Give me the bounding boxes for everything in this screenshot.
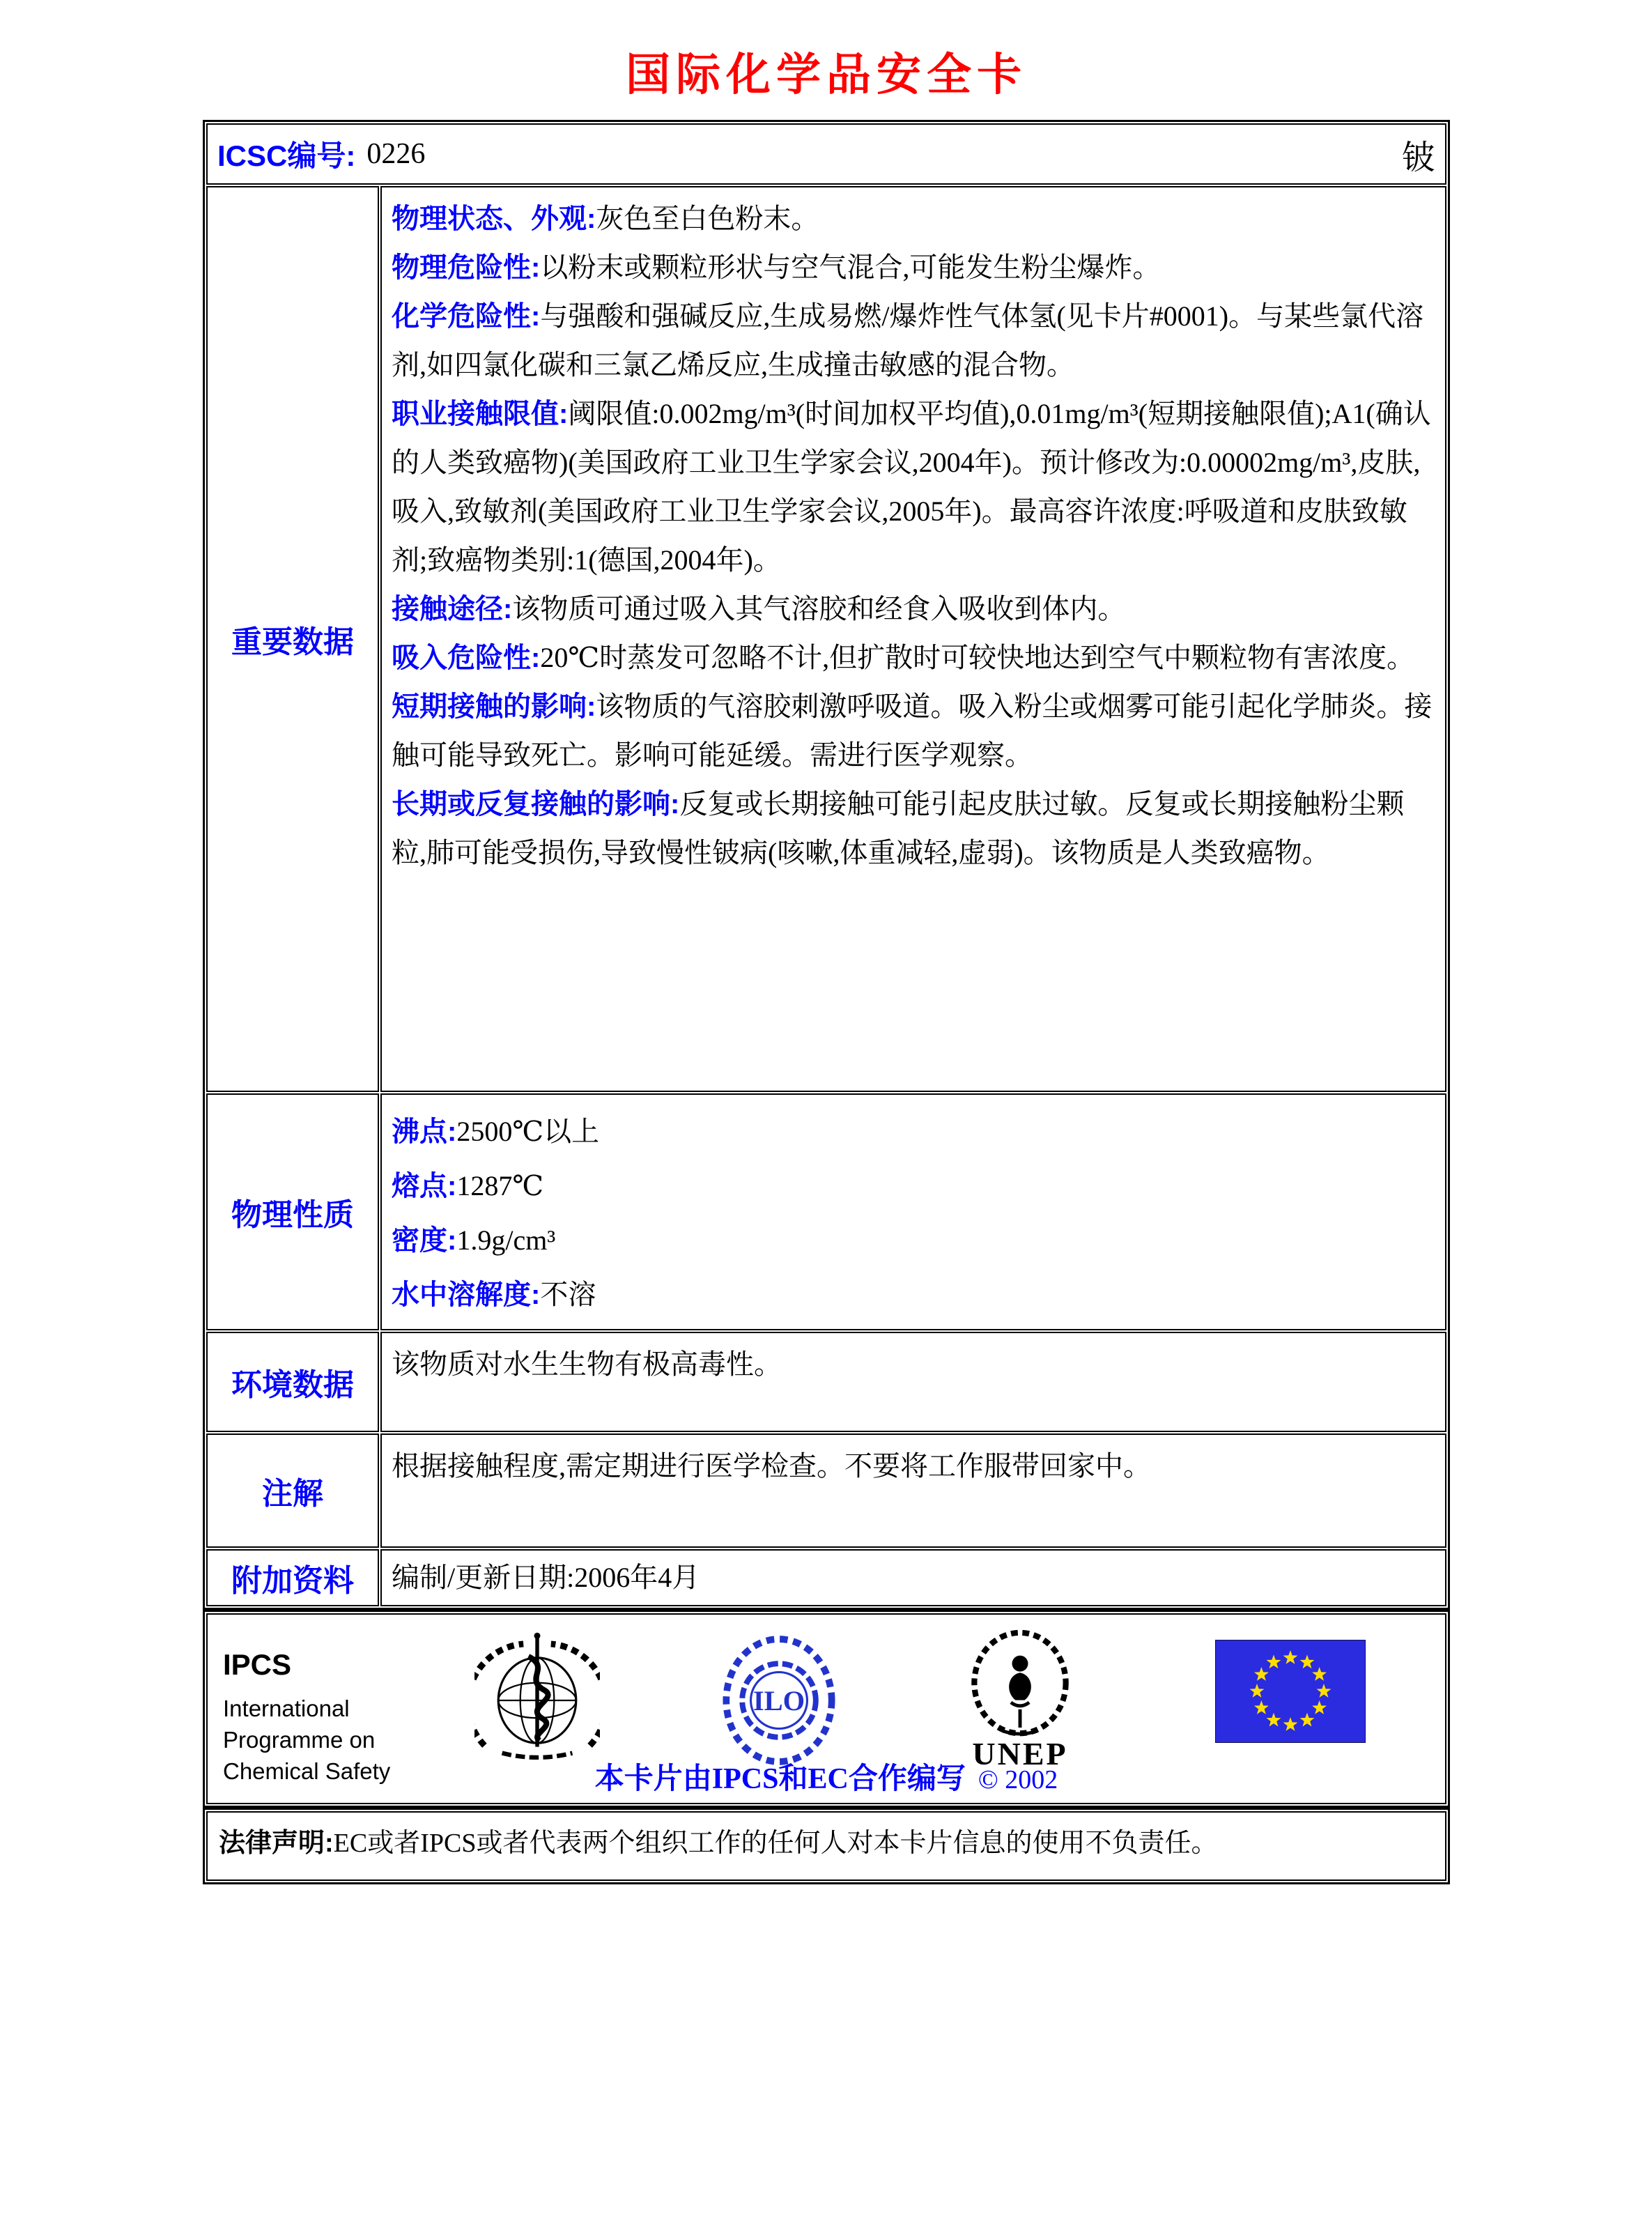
environmental-data-content [380, 1332, 1446, 1432]
property-value: 2500℃以上 [456, 1116, 600, 1147]
paragraph-long-term-effects [392, 780, 1435, 877]
ipcs-acronym: IPCS [223, 1648, 292, 1681]
paragraph-label: 接触途径: [392, 594, 513, 624]
ipcs-line: International [223, 1696, 350, 1721]
row-label-text: 物理性质 [231, 1198, 354, 1232]
paragraph-physical-hazard [392, 243, 1435, 292]
additional-info-text: 编制/更新日期:2006年4月 [392, 1562, 700, 1593]
icsc-header-row [206, 123, 1446, 185]
row-label-additional-info [206, 1549, 379, 1606]
paragraph-label: 职业接触限值: [392, 399, 569, 429]
row-label-physical-properties [206, 1093, 379, 1330]
ipcs-line: Chemical Safety [223, 1758, 391, 1784]
paragraph-chemical-hazard [392, 292, 1435, 390]
legal-notice-text: EC或者IPCS或者代表两个组织工作的任何人对本卡片信息的使用不负责任。 [333, 1829, 1218, 1858]
notes-row [206, 1433, 1446, 1548]
paragraph-text: 以粉末或颗粒形状与空气混合,可能发生粉尘爆炸。 [540, 252, 1161, 283]
icsc-header-cell [206, 123, 1446, 185]
property-density [392, 1213, 1435, 1268]
paragraph-label: 吸入危险性: [392, 643, 541, 673]
unep-letters: UNEP [972, 1736, 1068, 1771]
legal-notice-box [203, 1808, 1450, 1884]
chemical-name: 铍 [1401, 139, 1435, 176]
paragraph-text: 该物质可通过吸入其气溶胶和经食入吸收到体内。 [512, 593, 1126, 624]
paragraph-text: 反复或长期接触可能引起皮肤过敏。反复或长期接触粉尘颗粒,肺可能受损伤,导致慢性铍病(咳嗽,体重减轻,虚弱)。该物质是人类致癌物。 [392, 788, 1405, 868]
row-label-text: 重要数据 [231, 625, 354, 659]
notes-text: 根据接触程度,需定期进行医学检查。不要将工作服带回家中。 [392, 1450, 1151, 1482]
icsc-number-label: ICSC编号: [217, 139, 356, 172]
paragraph-text: 20℃时蒸发可忽略不计,但扩散时可较快地达到空气中颗粒物有害浓度。 [540, 642, 1415, 673]
property-label: 熔点: [392, 1171, 457, 1201]
legal-notice-cell [206, 1811, 1446, 1881]
page-title: 国际化学品安全卡 [626, 50, 1027, 100]
property-label: 沸点: [392, 1116, 457, 1147]
icsc-number-value: 0226 [366, 138, 426, 170]
notes-content [380, 1433, 1446, 1548]
property-value: 不溶 [540, 1279, 596, 1310]
paragraph-label: 短期接触的影响: [392, 691, 596, 722]
paragraph-text: 与强酸和强碱反应,生成易燃/爆炸性气体氢(见卡片#0001)。与某些氯代溶剂,如四氯化碳和三氯乙烯反应,生成撞击敏感的混合物。 [392, 300, 1424, 380]
paragraph-label: 物理状态、外观: [392, 203, 596, 234]
organisations-cell [206, 1613, 1446, 1804]
row-label-important-data [206, 186, 379, 1092]
important-data-row [206, 186, 1446, 1092]
paragraph-inhalation-risk [392, 633, 1435, 682]
property-label: 密度: [392, 1225, 457, 1256]
cooperation-caption [208, 1755, 1445, 1797]
eu-flag-icon [1215, 1640, 1366, 1746]
paragraph-physical-state [392, 194, 1435, 243]
caption-text: 本卡片由IPCS和EC合作编写 [594, 1763, 966, 1795]
property-value: 1287℃ [456, 1170, 544, 1201]
additional-info-row [206, 1549, 1446, 1606]
environmental-data-row [206, 1332, 1446, 1432]
organisations-box [203, 1610, 1450, 1808]
property-water-solubility [392, 1268, 1435, 1322]
environmental-text: 该物质对水生生物有极高毒性。 [392, 1348, 782, 1380]
caption-copyright: © 2002 [978, 1765, 1058, 1794]
row-label-environmental-data [206, 1332, 379, 1432]
legal-notice-label: 法律声明: [219, 1829, 334, 1858]
ipcs-line: Programme on [223, 1727, 376, 1753]
property-boiling-point [392, 1105, 1435, 1159]
paragraph-text: 阈限值:0.002mg/m³(时间加权平均值),0.01mg/m³(短期接触限值);A1(确认的人类致癌物)(美国政府工业卫生学家会议,2004年)。预计修改为:0.00002mg/m³,皮肤,吸入,致敏剂(美国政府工业卫生学家会议,2005年)。最高容许浓度:呼吸道和皮肤致敏剂;致癌物类别:1(德国,2004年)。 [392, 398, 1431, 576]
unep-logo [962, 1626, 1078, 1772]
property-label: 水中溶解度: [392, 1279, 541, 1310]
paragraph-label: 长期或反复接触的影响: [392, 789, 680, 820]
paragraph-exposure-routes [392, 585, 1435, 633]
additional-info-content [380, 1549, 1446, 1606]
paragraph-text: 灰色至白色粉末。 [596, 203, 819, 234]
row-label-text: 注解 [262, 1477, 323, 1511]
ilo-letters: ILO [752, 1685, 805, 1717]
paragraph-short-term-effects [392, 682, 1435, 780]
property-value: 1.9g/cm³ [456, 1224, 556, 1256]
physical-properties-row [206, 1093, 1446, 1330]
physical-properties-content [380, 1093, 1446, 1330]
paragraph-label: 物理危险性: [392, 252, 541, 283]
main-table [203, 120, 1450, 1610]
row-label-notes [206, 1433, 379, 1548]
row-label-text: 附加资料 [231, 1564, 354, 1598]
important-data-content [380, 186, 1446, 1092]
paragraph-occupational-limits [392, 390, 1435, 585]
row-label-text: 环境数据 [231, 1368, 354, 1402]
property-melting-point [392, 1159, 1435, 1213]
paragraph-text: 该物质的气溶胶刺激呼吸道。吸入粉尘或烟雾可能引起化学肺炎。接触可能导致死亡。影响可能延缓。需进行医学观察。 [392, 691, 1433, 771]
paragraph-label: 化学危险性: [392, 301, 541, 332]
